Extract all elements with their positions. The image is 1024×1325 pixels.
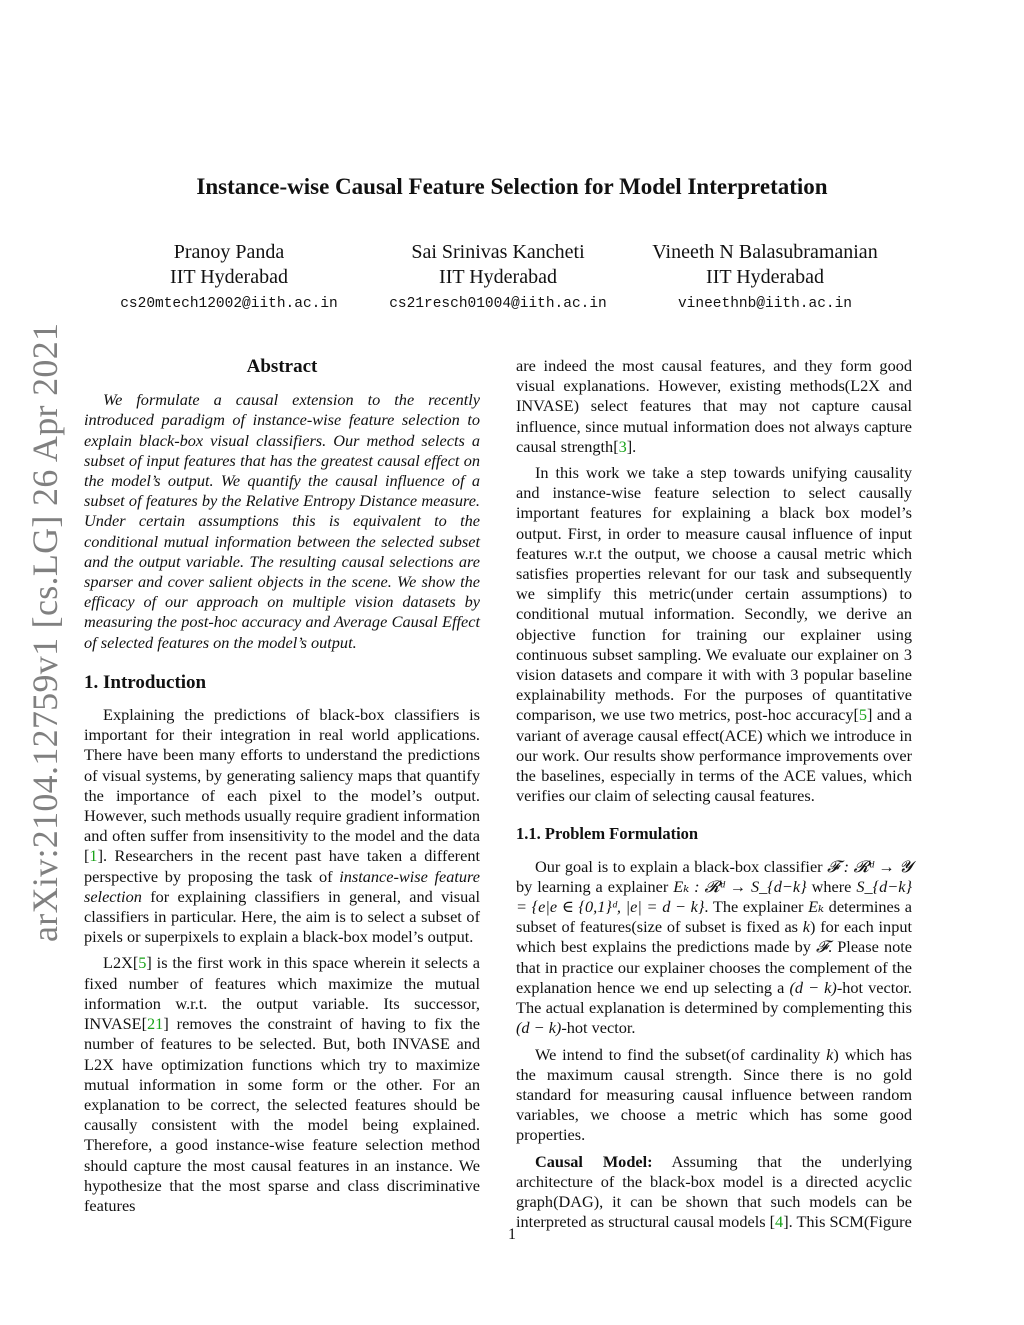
author-block-2 [348, 240, 648, 312]
abstract-heading: Abstract [246, 356, 318, 377]
author-affiliation: IIT Hyderabad [170, 266, 288, 288]
author-name: Pranoy Panda [173, 241, 285, 263]
math-expression: k [826, 1044, 834, 1064]
math-expression: Eₖ : 𝓡ᵈ → S_{d−k} [673, 876, 807, 896]
math-expression: 𝓕 [816, 937, 829, 957]
citation-link[interactable]: 1 [89, 846, 98, 866]
author-affiliation: IIT Hyderabad [439, 266, 557, 288]
arxiv-side-identifier: arXiv:2104.12759v1 [cs.LG] 26 Apr 2021 [25, 322, 65, 942]
author-block-1 [79, 240, 379, 312]
right-column [516, 356, 912, 1232]
author-name: Vineeth N Balasubramanian [652, 241, 878, 263]
problem-paragraph-2: We intend to find the subset(of cardinality k) which has the maximum causal strength. Since there is no gold standard for measuring causal influence between random variables, we choose a metric which has some good properties. [516, 1044, 913, 1145]
intro-paragraph-4: In this work we take a step towards unifying causality and instance-wise feature selection to select causally important features for explaining a black box model’s output. First, in order to measure causal influence of input features w.r.t the output, we choose a causal metric which satisfies properties relevant for our task and subsequently we simplify this metric(under certain assumptions) to conditional mutual information. Secondly, we derive an objective function for training our explainer using continuous subset sampling. We evaluate our explainer on 3 vision datasets and compare it with with 3 popular baseline explainability methods. For the purposes of quantitative comparison, we use two metrics, post-hoc accuracy[5] and a variant of average causal effect(ACE) which we introduce in our work. Our results show performance improvements over the baselines, especially in terms of the ACE values, which verifies our claim of selecting causal features. [516, 463, 912, 806]
author-name: Sai Srinivas Kancheti [411, 241, 585, 263]
paragraph-lead: Causal Model: [535, 1151, 653, 1171]
problem-paragraph-3: Causal Model: Assuming that the underlying architecture of the black-box model is a directed acyclic graph(DAG), it can be shown that such models can be interpreted as structural causal models [4]. This SCM(Figure [516, 1151, 913, 1232]
intro-paragraph-2: L2X[5] is the first work in this space wherein it selects a fixed number of features which maximize the mutual information w.r.t. the output variable. Its successor, INVASE[21] removes the constraint of having to fix the number of features to be selected. But, both INVASE and L2X have optimization functions which try to maximize mutual information in some form or the other. For an explanation to be correct, the selected features should be causally consistent with the model being explained. Therefore, a good instance-wise feature selection method should capture the most causal features in an instance. We hypothesize that the most sparse and class discriminative features [84, 953, 480, 1215]
author-email: vineethnb@iith.ac.in [677, 296, 853, 312]
paper-title: Instance-wise Causal Feature Selection for Model Interpretation [196, 174, 828, 199]
math-expression: k [802, 917, 811, 937]
problem-formulation-heading: 1.1. Problem Formulation [516, 824, 699, 844]
intro-paragraph-3: are indeed the most causal features, and they form good visual explanations. However, existing methods(L2X and INVASE) select features that may not capture causal influence, since mutual information does not always capture causal strength[3]. [516, 356, 912, 456]
introduction-heading: 1. Introduction [84, 671, 207, 693]
citation-link[interactable]: 3 [618, 436, 627, 456]
author-block-3 [615, 240, 915, 312]
math-expression: S_{d−k} = {e|e ∈ {0,1}ᵈ, |e| = d − k} [516, 876, 913, 917]
author-email: cs20mtech12002@iith.ac.in [120, 296, 338, 312]
citation-link[interactable]: 21 [147, 1014, 164, 1034]
math-expression: 𝓕 : 𝓡ᵈ → 𝓨 [827, 856, 912, 876]
problem-paragraph-1: Our goal is to explain a black-box classifier 𝓕 : 𝓡ᵈ → 𝓨 by learning a explainer Eₖ : 𝓡ᵈ → S_{d−k} where S_{d−k} = {e|e ∈ {0,1}ᵈ, |e| = d − k}. The explainer Eₖ determines a subset of features(size of subset is fixed as k) for each input which best explains the predictions made by 𝓕. Please note that in practice our explainer chooses the complement of the explanation hence we end up selecting a (d − k)-hot vector. The actual explanation is determined by complementing this (d − k)-hot vector. [516, 856, 913, 1038]
left-column [84, 352, 480, 1216]
intro-paragraph-1: Explaining the predictions of black-box classifiers is important for their integration in real world applications. There have been many efforts to understand the predictions of visual systems, by generating saliency maps that quantify the importance of each pixel to the model’s output. However, such methods usually require gradient information and often suffer from insensitivity to the model and the data [1]. Researchers in the recent past have taken a different perspective by proposing the task of instance-wise feature selection for explaining classifiers in general, and visual classifiers in particular. Here, the aim is to select a subset of pixels or superpixels to explain a black-box model’s output. [84, 705, 481, 947]
math-expression: (d − k) [516, 1018, 562, 1038]
author-affiliation: IIT Hyderabad [706, 266, 824, 288]
citation-link[interactable]: 5 [138, 953, 147, 973]
page-number: 1 [508, 1226, 516, 1243]
abstract-text: We formulate a causal extension to the recently introduced paradigm of instance-wise feature selection to explain black-box visual classifiers. Our method selects a subset of input features that has the greatest causal effect on the model’s output. We quantify the causal influence of a subset of features by the Relative Entropy Distance measure. Under certain assumptions this is equivalent to the conditional mutual information between the selected subset and the output variable. The resulting causal selections are sparser and cover salient objects in the scene. We show the efficacy of our approach on multiple vision datasets by measuring the post-hoc accuracy and Average Causal Effect of selected features on the model’s output. [84, 390, 480, 652]
math-expression: (d − k) [789, 977, 837, 997]
citation-link[interactable]: 5 [858, 705, 868, 725]
citation-link[interactable]: 4 [775, 1212, 784, 1232]
author-email: cs21resch01004@iith.ac.in [389, 296, 607, 312]
math-expression: Eₖ [808, 897, 824, 917]
